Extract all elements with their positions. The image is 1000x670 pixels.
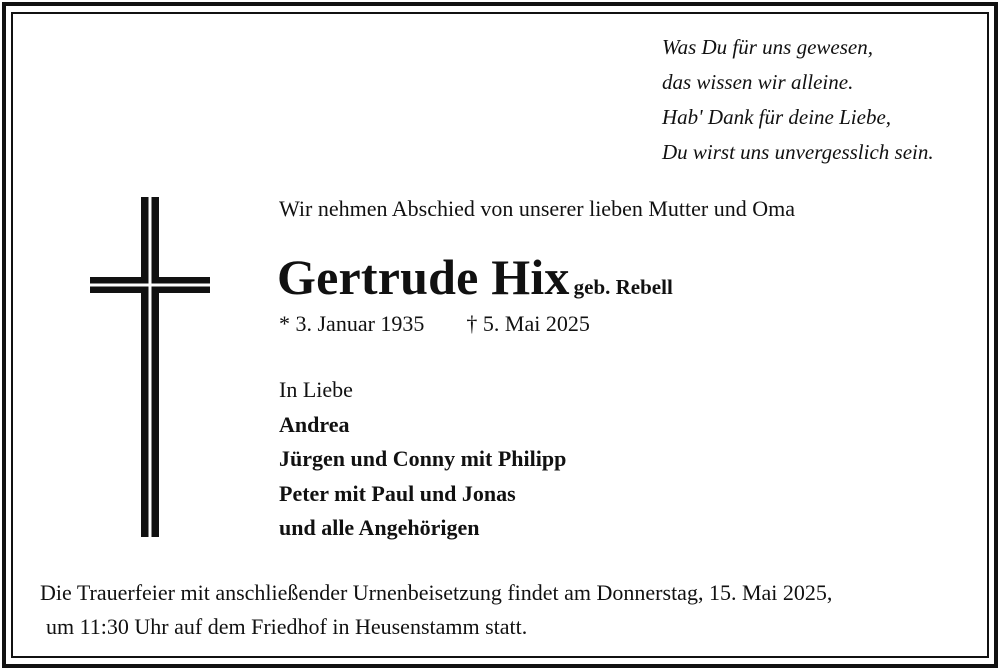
mourner-name: Andrea [279,411,350,437]
poem-line-4: Du wirst uns unvergesslich sein. [662,140,934,164]
mourner-name: Peter mit Paul und Jonas [279,480,516,506]
funeral-notice-line-2: um 11:30 Uhr auf dem Friedhof in Heusenstamm statt. [46,614,528,639]
funeral-notice-line-1: Die Trauerfeier mit anschließender Urnenbeisetzung findet am Donnerstag, 15. Mai 2025, [40,580,833,605]
birth-date: * 3. Januar 1935 [279,311,425,336]
mourner-name: Jürgen und Conny mit Philipp [279,446,567,471]
poem-line-3: Hab' Dank für deine Liebe, [662,105,892,129]
in-love-label: In Liebe [279,377,353,402]
poem-line-1: Was Du für uns gewesen, [662,35,873,59]
life-dates [279,311,590,337]
death-date: † 5. Mai 2025 [466,311,590,336]
poem-line-2: das wissen wir alleine. [662,70,854,94]
mourner-name: und alle Angehörigen [279,515,480,540]
deceased-name: Gertrude Hix [277,249,570,305]
farewell-intro: Wir nehmen Abschied von unserer lieben Mutter und Oma [279,196,795,221]
maiden-name: geb. Rebell [573,275,673,299]
funeral-notice [40,576,832,644]
deceased-name-line [277,248,673,306]
memorial-poem [662,30,934,170]
mourners-block [279,373,566,546]
cross-icon [90,197,210,537]
